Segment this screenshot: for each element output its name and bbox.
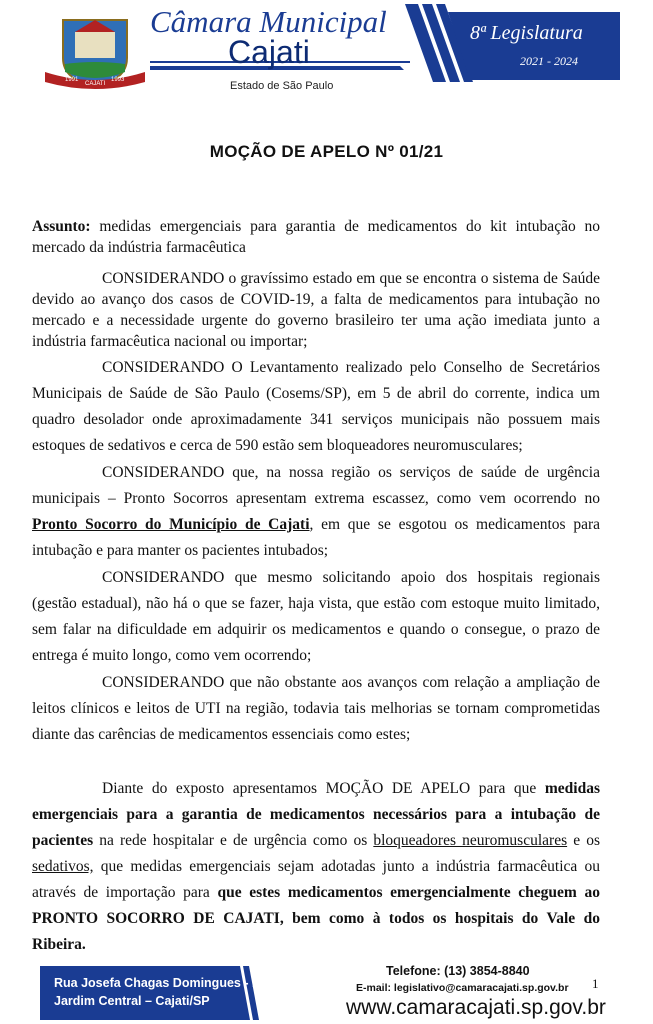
crest-year-right: 1993: [111, 77, 125, 83]
paragraph-1: [32, 268, 600, 352]
sedativos-underlined: sedativos,: [32, 858, 94, 875]
city-name: Cajati: [228, 34, 310, 70]
subject-label: Assunto:: [32, 218, 91, 235]
state-name: Estado de São Paulo: [230, 80, 334, 92]
paragraph-6-text-e: e os: [567, 832, 600, 849]
legislature-label: 8ª Legislatura: [470, 22, 583, 44]
paragraph-3-text-a: CONSIDERANDO que, na nossa região os serviços de saúde de urgência municipais – Pronto Socorros apresentam extrema escassez, como vem ocorrendo no: [32, 464, 600, 507]
crest-banner-text: CAJATI: [85, 81, 106, 87]
paragraph-6-text-c: na rede hospitalar e de urgência como os: [93, 832, 374, 849]
page-number: 1: [592, 976, 599, 991]
paragraph-4-text: CONSIDERANDO que mesmo solicitando apoio dos hospitais regionais (gestão estadual), não há o que se fazer, haja vista, que estão com estoque muito limitado, sem falar na dificuldade em adquirir os medicamentos e quando o consegue, o prazo de entrega é muito longo, como vem ocorrendo;: [32, 569, 600, 664]
paragraph-6-text-a: Diante do exposto apresentamos MOÇÃO DE APELO para que: [102, 780, 545, 797]
footer-address: [54, 974, 273, 1010]
paragraph-2-text: CONSIDERANDO O Levantamento realizado pelo Conselho de Secretários Municipais de Saúde de São Paulo (Cosems/SP), em 5 de abril do corrente, indica um quadro desolador onde aproximadamente 341 serviços municipais não possuem mais estoques de sedativos e cerca de 590 estão sem bloqueadores neuromusculares;: [32, 359, 600, 454]
document-heading: MOÇÃO DE APELO Nº 01/21: [209, 142, 444, 161]
paragraph-4: [32, 565, 600, 669]
bloqueadores-underlined: bloqueadores neuromusculares: [373, 832, 568, 849]
footer-address-line2: Jardim Central – Cajati/SP: [54, 994, 210, 1008]
footer-website: www.camaracajati.sp.gov.br: [346, 996, 606, 1019]
paragraph-3-text-c: , em que se esgotou os medicamentos para intubação e para manter os pacientes intubados;: [32, 516, 600, 559]
paragraph-5-text: CONSIDERANDO que não obstante aos avanços com relação a ampliação de leitos clínicos e leitos de UTI na região, todavia tais melhorias se tornam comprometidas diante das carências de medicamentos essenciais como estes;: [32, 674, 600, 743]
footer-phone: Telefone: (13) 3854-8840: [386, 964, 530, 978]
crest-year-left: 1991: [65, 77, 79, 83]
legislature-years: 2021 - 2024: [520, 54, 578, 68]
footer-email: E-mail: legislativo@camaracajati.sp.gov.br: [356, 982, 569, 994]
pronto-socorro-cajati: Pronto Socorro do Município de Cajati: [32, 516, 310, 533]
paragraph-6: [32, 776, 600, 958]
paragraph-2: [32, 355, 600, 459]
subject-paragraph: [32, 216, 600, 258]
paragraph-6-bold-h: que estes medicamentos emergencialmente cheguem ao PRONTO SOCORRO DE CAJATI, bem como à todos os hospitais do Vale do Ribeira.: [32, 884, 600, 953]
paragraph-6-bold-b: medidas emergenciais para a garantia de medicamentos necessários para a intubação de pacientes: [32, 780, 600, 849]
chamber-title: Câmara Municipal: [150, 4, 387, 39]
subject-text: medidas emergenciais para garantia de medicamentos do kit intubação no mercado da indústria farmacêutica: [32, 218, 600, 256]
paragraph-5: [32, 670, 600, 748]
paragraph-6-text-g: que medidas emergenciais sejam adotadas junto a indústria farmacêutica ou através de importação para: [32, 858, 600, 901]
coat-of-arms-logo: [45, 14, 145, 90]
paragraph-1-text: CONSIDERANDO o gravíssimo estado em que se encontra o sistema de Saúde devido ao avanço dos casos de COVID-19, a falta de medicamentos para intubação no mercado e a necessidade urgente do governo brasileiro ter uma ação imediata junto a indústria farmacêutica nacional ou importar;: [32, 270, 600, 350]
footer-address-line1: Rua Josefa Chagas Domingues - 131: [54, 976, 273, 990]
paragraph-3: [32, 460, 600, 564]
